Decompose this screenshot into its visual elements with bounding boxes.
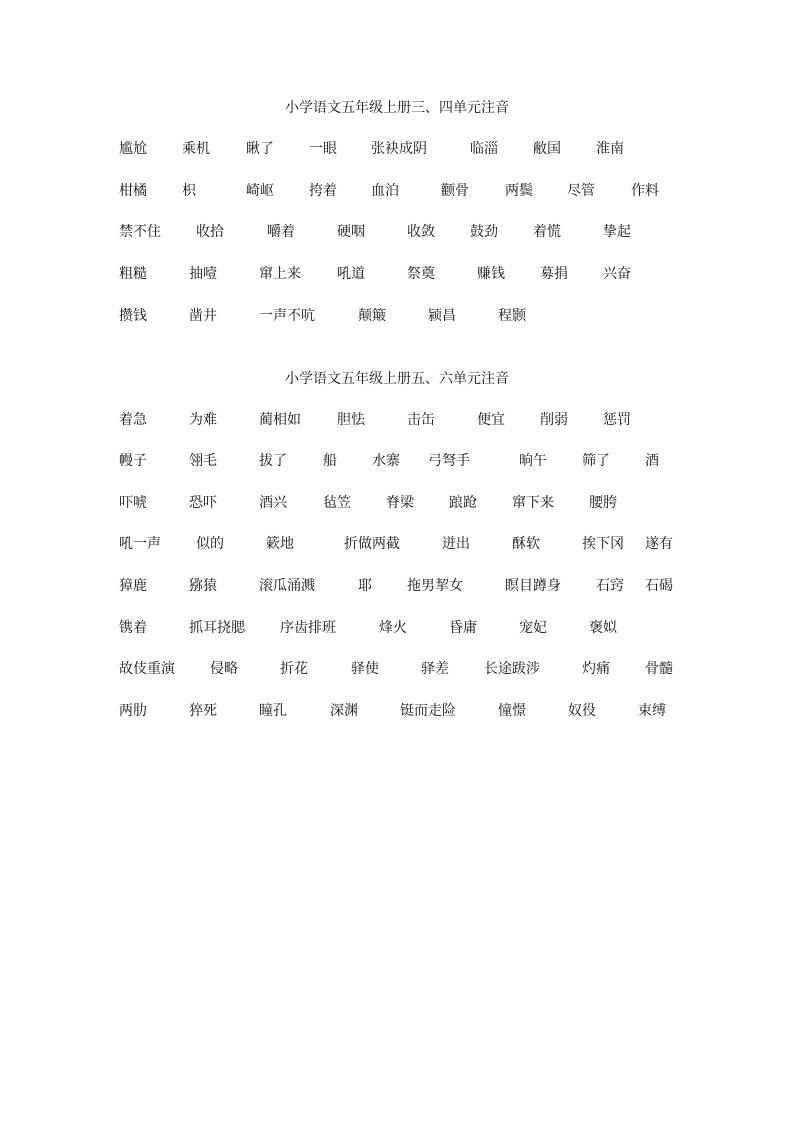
vocab-word: 宠妃 xyxy=(519,620,547,636)
vocab-word: 赚钱 xyxy=(477,266,505,282)
vocab-word: 晌午 xyxy=(519,453,547,469)
vocab-word: 胆怯 xyxy=(337,412,365,428)
vocab-word: 鼓劲 xyxy=(470,224,498,240)
vocab-word: 募捐 xyxy=(540,266,568,282)
vocab-word: 血泊 xyxy=(371,183,399,199)
vocab-word: 恐吓 xyxy=(189,495,217,511)
vocab-word: 踉跄 xyxy=(449,495,477,511)
vocab-word: 抓耳挠腮 xyxy=(189,620,245,636)
vocab-word: 削弱 xyxy=(540,412,568,428)
vocab-word: 临淄 xyxy=(470,141,498,157)
vocab-word: 酒 xyxy=(645,453,659,469)
vocab-word: 窜下来 xyxy=(512,495,554,511)
vocab-word: 吼道 xyxy=(337,266,365,282)
vocab-word: 石碣 xyxy=(645,578,673,594)
vocab-word: 灼痛 xyxy=(582,661,610,677)
vocab-word: 骨髓 xyxy=(645,661,673,677)
vocab-word: 祭奠 xyxy=(407,266,435,282)
vocab-word: 似的 xyxy=(196,536,224,552)
vocab-word: 瞑目蹲身 xyxy=(505,578,561,594)
vocab-word: 崎岖 xyxy=(246,183,274,199)
vocab-word: 翎毛 xyxy=(189,453,217,469)
vocab-word: 猝死 xyxy=(189,703,217,719)
vocab-word: 烽火 xyxy=(379,620,407,636)
vocab-word: 一声不吭 xyxy=(259,308,315,324)
vocab-word: 凿井 xyxy=(189,308,217,324)
vocab-word: 驿使 xyxy=(351,661,379,677)
vocab-word: 挎着 xyxy=(309,183,337,199)
vocab-word: 序齿排班 xyxy=(280,620,336,636)
vocab-word: 两肋 xyxy=(119,703,147,719)
vocab-word: 便宜 xyxy=(477,412,505,428)
vocab-word: 惩罚 xyxy=(603,412,631,428)
vocab-word: 长途跋涉 xyxy=(484,661,540,677)
vocab-word: 镌着 xyxy=(119,620,147,636)
vocab-word: 颠簸 xyxy=(358,308,386,324)
vocab-word: 耶 xyxy=(358,578,372,594)
vocab-word: 船 xyxy=(323,453,337,469)
vocab-word: 酒兴 xyxy=(259,495,287,511)
vocab-word: 折做两截 xyxy=(344,536,400,552)
vocab-word: 弓弩手 xyxy=(428,453,470,469)
vocab-word: 尽管 xyxy=(567,183,595,199)
vocab-word: 铤而走险 xyxy=(400,703,456,719)
vocab-word: 故伎重演 xyxy=(119,661,175,677)
vocab-word: 獐鹿 xyxy=(119,578,147,594)
vocab-word: 敝国 xyxy=(533,141,561,157)
vocab-word: 张袂成阴 xyxy=(371,141,427,157)
vocab-word: 收敛 xyxy=(407,224,435,240)
vocab-word: 毡笠 xyxy=(323,495,351,511)
vocab-word: 击缶 xyxy=(407,412,435,428)
vocab-word: 幔子 xyxy=(119,453,147,469)
vocab-word: 挨下冈 xyxy=(582,536,624,552)
vocab-word: 迸出 xyxy=(442,536,470,552)
vocab-word: 攒钱 xyxy=(119,308,147,324)
section-title: 小学语文五年级上册三、四单元注音 xyxy=(285,100,509,116)
vocab-word: 禁不住 xyxy=(119,224,161,240)
vocab-word: 侵略 xyxy=(210,661,238,677)
vocab-word: 乘机 xyxy=(182,141,210,157)
vocab-word: 颍昌 xyxy=(428,308,456,324)
vocab-word: 昏庸 xyxy=(449,620,477,636)
vocab-word: 抽噎 xyxy=(189,266,217,282)
vocab-word: 奴役 xyxy=(568,703,596,719)
vocab-word: 拔了 xyxy=(259,453,287,469)
vocab-word: 吓唬 xyxy=(119,495,147,511)
vocab-word: 硬咽 xyxy=(337,224,365,240)
vocab-word: 嚼着 xyxy=(267,224,295,240)
vocab-word: 枳 xyxy=(182,183,196,199)
vocab-word: 粗糙 xyxy=(119,266,147,282)
vocab-word: 深渊 xyxy=(330,703,358,719)
vocab-word: 石窍 xyxy=(596,578,624,594)
vocab-word: 挚起 xyxy=(603,224,631,240)
vocab-word: 收拾 xyxy=(196,224,224,240)
vocab-word: 脊梁 xyxy=(386,495,414,511)
vocab-word: 瞅了 xyxy=(246,141,274,157)
vocab-word: 水寨 xyxy=(372,453,400,469)
vocab-word: 滚瓜涌溅 xyxy=(259,578,315,594)
vocab-word: 柑橘 xyxy=(119,183,147,199)
section-title: 小学语文五年级上册五、六单元注音 xyxy=(285,371,509,387)
vocab-word: 颧骨 xyxy=(441,183,469,199)
vocab-word: 瞳孔 xyxy=(259,703,287,719)
vocab-word: 淮南 xyxy=(596,141,624,157)
vocab-word: 作料 xyxy=(631,183,659,199)
vocab-word: 猕猿 xyxy=(189,578,217,594)
vocab-word: 簌地 xyxy=(266,536,294,552)
vocab-word: 着慌 xyxy=(533,224,561,240)
vocab-word: 蔺相如 xyxy=(259,412,301,428)
vocab-word: 着急 xyxy=(119,412,147,428)
vocab-word: 酥软 xyxy=(512,536,540,552)
vocab-word: 两鬓 xyxy=(505,183,533,199)
vocab-word: 束缚 xyxy=(638,703,666,719)
vocab-word: 吼一声 xyxy=(119,536,161,552)
vocab-word: 窜上来 xyxy=(259,266,301,282)
vocab-word: 尴尬 xyxy=(119,141,147,157)
vocab-word: 一眼 xyxy=(309,141,337,157)
vocab-word: 兴奋 xyxy=(603,266,631,282)
vocab-word: 腰胯 xyxy=(589,495,617,511)
vocab-word: 憧憬 xyxy=(498,703,526,719)
vocab-word: 褒姒 xyxy=(589,620,617,636)
vocab-word: 筛了 xyxy=(582,453,610,469)
vocab-word: 为难 xyxy=(189,412,217,428)
vocab-word: 遂有 xyxy=(645,536,673,552)
vocab-word: 驿差 xyxy=(421,661,449,677)
vocab-word: 拖男挈女 xyxy=(407,578,463,594)
vocab-word: 程颢 xyxy=(498,308,526,324)
vocab-word: 折花 xyxy=(280,661,308,677)
